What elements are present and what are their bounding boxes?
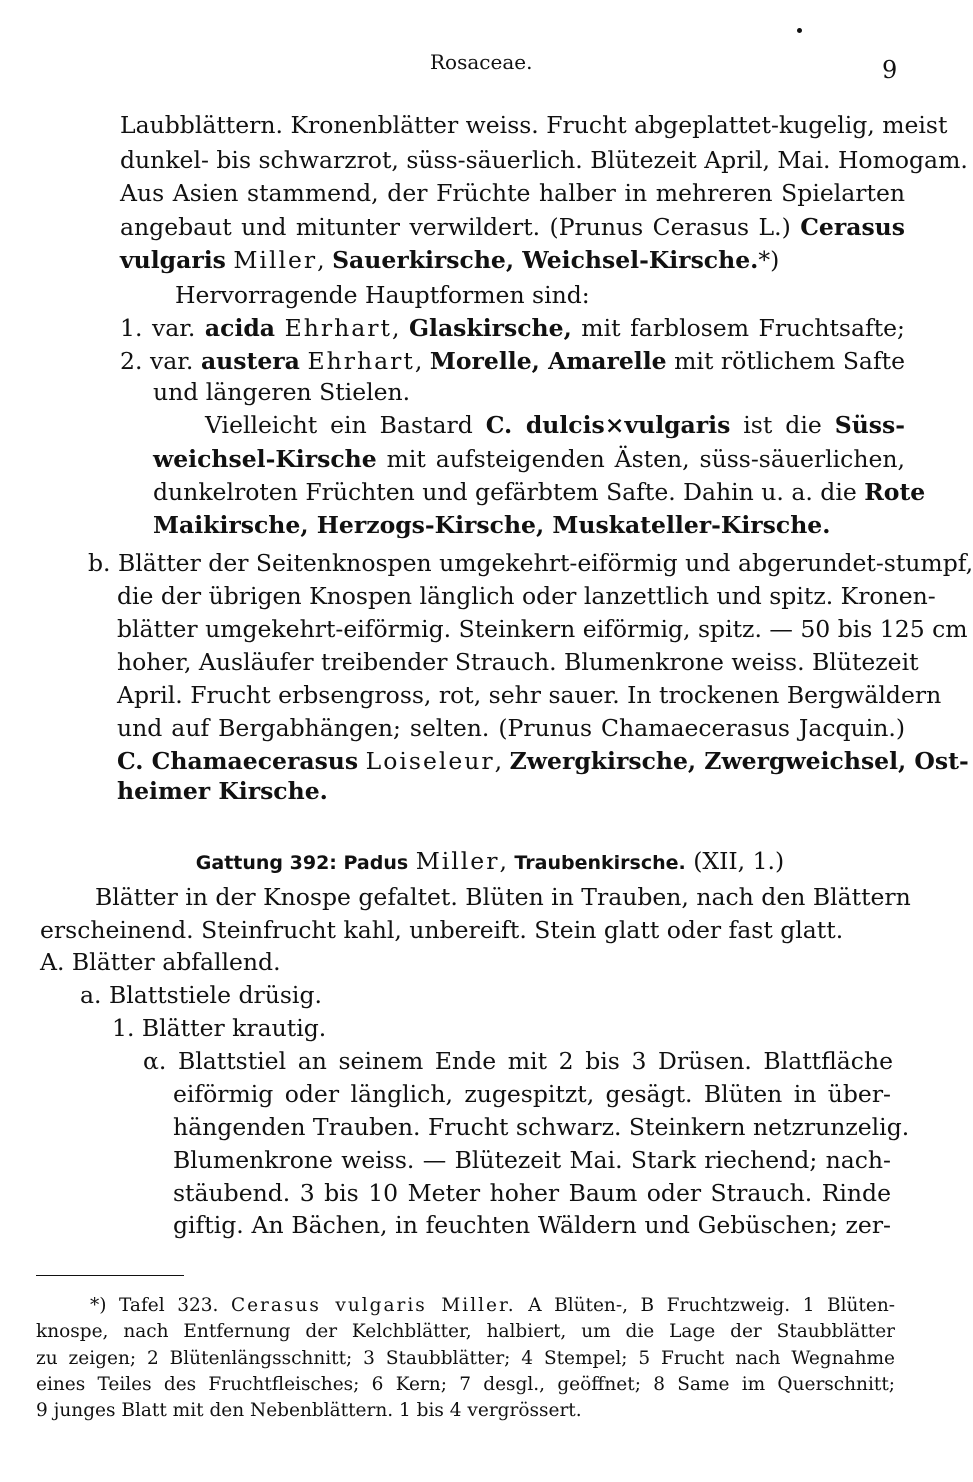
text-run: b. Blätter der Seitenknospen umgekehrt-eiförmig und abgerundet-stumpf,: [88, 549, 973, 577]
text-run: α. Blattstiel an seinem Ende mit 2 bis 3 Drüsen. Blattfläche: [143, 1047, 893, 1075]
text-run: knospe, nach Entfernung der Kelchblätter, halbiert, um die Lage der Staubblätter: [36, 1321, 895, 1342]
text-line: [40, 947, 280, 979]
author-name: Ehrhart: [284, 314, 392, 342]
text-run: erscheinend. Steinfrucht kahl, unbereift. Stein glatt oder fast glatt.: [40, 916, 844, 944]
bold-term: Süss-: [834, 411, 905, 439]
text-run: stäubend. 3 bis 10 Meter hoher Baum oder Strauch. Rinde: [173, 1179, 891, 1207]
running-head: Rosaceae.: [430, 50, 533, 74]
footnote-line: [90, 1294, 895, 1320]
text-line: [173, 1079, 891, 1111]
page-header: [0, 50, 930, 84]
footnote-line: [36, 1373, 895, 1399]
bold-term: acida: [204, 314, 276, 342]
text-line: [117, 680, 942, 712]
author-name: Miller: [233, 246, 318, 274]
text-line: [120, 110, 948, 142]
text-line: [120, 145, 968, 177]
text-run: hängenden Trauben. Frucht schwarz. Steinkern netzrunzelig.: [173, 1113, 910, 1141]
author-name: Miller: [415, 847, 500, 875]
page-number: 9: [882, 56, 898, 84]
author-name: Loiseleur: [365, 747, 495, 775]
text-line: [117, 581, 936, 613]
footnote-line: [36, 1399, 636, 1425]
text-run: 2. var.: [120, 347, 201, 375]
text-line: [153, 477, 926, 509]
text-run: eiförmig oder länglich, zugespitzt, gesägt. Blüten in über-: [173, 1080, 891, 1108]
text-run: blätter umgekehrt-eiförmig. Steinkern eiförmig, spitz. — 50 bis 125 cm: [117, 615, 968, 643]
bold-term: Rote: [864, 478, 926, 506]
text-run: Blätter in der Knospe gefaltet. Blüten in Trauben, nach den Blättern: [95, 883, 911, 911]
text-line: [153, 510, 831, 542]
bold-term: austera: [200, 347, 300, 375]
genus-heading: Gattung 392: Padus: [195, 852, 409, 874]
text-run: [358, 747, 365, 775]
text-line: [190, 846, 790, 878]
text-line: [120, 212, 905, 244]
text-run: a. Blattstiele drüsig.: [80, 981, 322, 1009]
bold-term: weichsel-Kirsche: [153, 445, 377, 473]
text-line: [120, 313, 905, 345]
text-run: dunkel- bis schwarzrot, süss-säuerlich. Blütezeit April, Mai. Homogam.: [120, 146, 968, 174]
text-run: ist die: [730, 411, 835, 439]
text-line: [80, 980, 340, 1012]
text-run: (XII, 1.): [685, 847, 785, 875]
bold-term: C. dulcis×vulgaris: [485, 411, 731, 439]
text-line: [153, 377, 413, 409]
text-run: giftig. An Bächen, in feuchten Wäldern und Gebüschen; zer-: [173, 1211, 891, 1239]
text-run: angebaut und mitunter verwildert. (Prunus Cerasus L.): [120, 213, 801, 241]
text-run: mit aufsteigenden Ästen, süss-säuerlichen,: [376, 445, 905, 473]
text-line: [143, 1046, 893, 1078]
bold-term: Sauerkirsche, Weichsel-Kirsche.: [332, 246, 759, 274]
text-line: [117, 614, 968, 646]
text-line: [205, 410, 905, 442]
text-run: die der übrigen Knospen länglich oder lanzettlich und spitz. Kronen-: [117, 582, 936, 610]
text-run: 1. var.: [120, 314, 205, 342]
text-run: zu zeigen; 2 Blütenlängsschnitt; 3 Staubblätter; 4 Stempel; 5 Frucht nach Wegnahme: [36, 1348, 895, 1369]
text-line: [117, 713, 905, 745]
text-run: und längeren Stielen.: [153, 378, 411, 406]
text-line: [40, 915, 844, 947]
text-run: ,: [499, 847, 515, 875]
bold-term: Maikirsche, Herzogs-Kirsche, Muskateller-Kirsche.: [153, 511, 831, 539]
text-line: [173, 1178, 891, 1210]
text-line: [175, 280, 595, 312]
text-run: dunkelroten Früchten und gefärbtem Safte. Dahin u. a. die: [153, 478, 865, 506]
bold-term: Glaskirsche,: [408, 314, 572, 342]
text-line: [153, 444, 905, 476]
text-line: [95, 882, 911, 914]
bold-term: heimer Kirsche.: [117, 777, 328, 805]
bold-term: C. Chamaecerasus: [117, 747, 359, 775]
text-line: [173, 1145, 891, 1177]
text-run: hoher, Ausläufer treibender Strauch. Blumenkrone weiss. Blütezeit: [117, 648, 919, 676]
text-line: [173, 1210, 891, 1242]
text-line: [117, 776, 337, 808]
bold-term: Morelle, Amarelle: [429, 347, 667, 375]
text-run: ,: [317, 246, 333, 274]
text-run: 9 junges Blatt mit den Nebenblättern. 1 bis 4 vergrössert.: [36, 1400, 582, 1421]
text-line: [173, 1112, 910, 1144]
text-run: und auf Bergabhängen; selten. (Prunus Chamaecerasus Jacquin.): [117, 714, 905, 742]
text-run: mit farblosem Fruchtsafte;: [571, 314, 905, 342]
text-run: Hervorragende Hauptformen sind:: [175, 281, 590, 309]
text-line: [112, 1013, 332, 1045]
text-line: [88, 548, 973, 580]
text-run: April. Frucht erbsengross, rot, sehr sauer. In trockenen Bergwäldern: [117, 681, 942, 709]
text-run: Aus Asien stammend, der Früchte halber in mehreren Spielarten: [120, 179, 905, 207]
footnote-line: [36, 1347, 895, 1373]
author-name: Cerasus vulgaris Miller.: [230, 1295, 516, 1316]
genus-heading: Traubenkirsche.: [514, 852, 686, 874]
text-run: eines Teiles des Fruchtfleisches; 6 Kern; 7 desgl., geöffnet; 8 Same im Querschnitt;: [36, 1374, 895, 1395]
text-run: A. Blätter abfallend.: [40, 948, 281, 976]
text-run: mit rötlichem Safte: [666, 347, 905, 375]
print-speck: [797, 28, 802, 33]
footnote-rule: [36, 1275, 184, 1276]
text-run: Blumenkrone weiss. — Blütezeit Mai. Stark riechend; nach-: [173, 1146, 891, 1174]
text-run: *) Tafel 323.: [90, 1295, 231, 1316]
text-run: A Blüten-, B Fruchtzweig. 1 Blüten-: [515, 1295, 895, 1316]
author-name: Ehrhart: [307, 347, 415, 375]
text-run: *): [758, 246, 780, 274]
text-run: [275, 314, 285, 342]
bold-term: vulgaris: [120, 246, 226, 274]
bold-term: Cerasus: [800, 213, 905, 241]
text-run: ,: [494, 747, 510, 775]
text-run: ,: [414, 347, 430, 375]
text-run: ,: [391, 314, 409, 342]
text-line: [120, 245, 780, 277]
footnote-line: [36, 1320, 895, 1346]
text-line: [120, 346, 905, 378]
text-run: Vielleicht ein Bastard: [205, 411, 486, 439]
text-run: Laubblättern. Kronenblätter weiss. Frucht abgeplattet-kugelig, meist: [120, 111, 948, 139]
text-line: [117, 647, 919, 679]
text-run: 1. Blätter krautig.: [112, 1014, 327, 1042]
text-run: [408, 847, 415, 875]
text-line: [120, 178, 905, 210]
text-line: [117, 746, 969, 778]
bold-term: Zwergkirsche, Zwergweichsel, Ost-: [509, 747, 969, 775]
